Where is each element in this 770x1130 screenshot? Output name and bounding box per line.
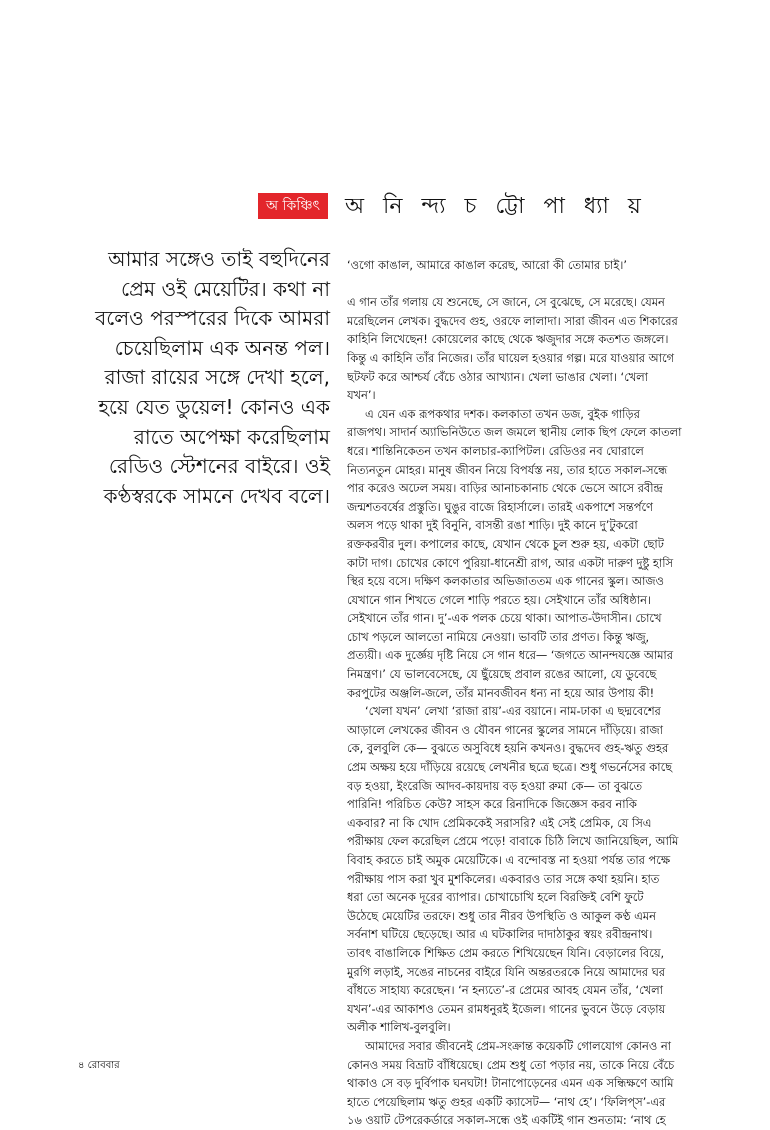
article-body	[347, 256, 712, 1130]
body-line: এ গান তাঁর গলায় যে শুনেছে, সে জানে, সে বুঝেছে, সে মরেছে। যেমন	[347, 295, 665, 310]
body-line: ধরা তো অনেক দূরের ব্যাপার। চোখাচোখি হলে বিরক্তিই বেশি ফুটে	[347, 890, 644, 905]
body-line: আড়ালে লেখকের জীবন ও যৌবন গানের স্কুলের সামনে দাঁড়িয়ে। রাজা	[347, 722, 663, 737]
epigraph: ‘ওগো কাঙাল, আমারে কাঙাল করেছ, আরো কী তোমার চাই।’	[347, 258, 627, 272]
body-line: পরীক্ষায় ফেল করেছিল প্রেমে পড়ে! বাবাকে চিঠি লিখে জানিয়েছিল, আমি	[347, 834, 679, 849]
page-folio: ৪ রোববার	[78, 1060, 120, 1071]
body-line: সেইখানে তাঁর গান। দু’-এক পলক চেয়ে থাকা। আপাত-উদাসীন। চোখে	[347, 611, 662, 626]
body-line: মরেছিলেন লেখক। বুদ্ধদেব গুহ, ওরফে লালাদা। সারা জীবন এত শিকারের	[347, 313, 678, 328]
body-line: আমাদের সবার জীবনেই প্রেম-সংক্রান্ত কয়েকটি গোলযোগ কোনও না	[365, 1038, 671, 1053]
body-line: অলস পড়ে থাকা দুই বিনুনি, বাসন্তী রঙা শাড়ি। দুই কানে দু’টুকরো	[347, 518, 638, 533]
body-line: সর্বনাশ ঘটিয়ে ছেড়েছে। আর এ ঘটকালির দাদাঠাকুর স্বয়ং রবীন্দ্রনাথ।	[347, 927, 653, 942]
pull-quote-line: হয়ে যেত ডুয়েল! কোনও এক	[98, 394, 330, 419]
body-line: উঠেছে মেয়েটির তরফে। শুধু তার নীরব উপস্থিতি ও আকুল কণ্ঠ এমন	[347, 908, 656, 923]
body-line: কিন্তু এ কাহিনি তাঁর নিজের। তাঁর ঘায়েল হওয়ার গল্প। মরে যাওয়ার আগে	[347, 350, 674, 365]
body-line: কাটা দাগ। চোখের কোণে পুরিয়া-ধানেশ্রী রাগ, আর একটা দারুণ দুষ্টু হাসি	[347, 555, 674, 570]
body-line: বিবাহ করতে চাই অমুক মেয়েটিকে। এ বন্দোবস্ত না হওয়া পর্যন্ত তার পক্ষে	[347, 853, 671, 867]
body-line: নিমন্ত্রণ।’ যে ভালবেসেছে, যে ছুঁয়েছে প্রবাল রঙের আলো, যে ডুবেছে	[347, 667, 657, 682]
body-line: করপুটের অঞ্জলি-জলে, তাঁর মানবজীবন ধন্য না হয়ে আর উপায় কী!	[347, 685, 655, 700]
pull-quote	[30, 245, 330, 511]
body-line: যখন’।	[347, 388, 376, 403]
body-line: চোখ পড়লে আলতো নামিয়ে নেওয়া। ভাবটি তার প্রণত। কিন্তু ঋজু,	[347, 629, 650, 644]
body-line: কে, বুলবুলি কে— বুঝতে অসুবিধে হয়নি কখনও। বুদ্ধদেব গুহ-ঋতু গুহর	[347, 741, 669, 756]
body-line: হাতে পেয়েছিলাম ঋতু গুহর একটি ক্যাসেট— ‘নাথ হে’। ‘ফিলিপ্‌স’-এর	[347, 1094, 666, 1109]
body-line: থাকাও সে বড় দুর্বিপাক ঘনঘটা! টানাপোড়েনের এমন এক সন্ধিক্ষণে আমি	[347, 1076, 674, 1091]
body-line: রাজপথ। সাদার্ন অ্যাভিনিউতে জল জমলে স্থানীয় লোক ছিপ ফেলে কাতলা	[347, 425, 682, 440]
body-line: মুরগি লড়াই, সঙের নাচনের বাইরে যিনি অন্তরতরকে নিয়ে আমাদের ঘর	[347, 964, 665, 979]
body-line: যখন’-এর আকাশও তেমন রামধনুরই ইজেল। গানের ভুবনে উড়ে বেড়ায়	[347, 1001, 666, 1016]
author-byline: অ নি ন্দ্য চ ট্টো পা ধ্যা য়	[345, 194, 647, 219]
body-line: নিত্যনতুন মোহর। মানুষ জীবন নিয়ে বিপর্যস্ত নয়, তার হাতে সকাল-সন্ধে	[347, 462, 668, 477]
body-line: তাবৎ বাঙালিকে শিক্ষিত প্রেম করতে শিখিয়েছেন যিনি। বেড়ালের বিয়ে,	[347, 945, 665, 960]
body-line: পার করেও অঢেল সময়। বাড়ির আনাচকানাচ থেকে ভেসে আসে রবীন্দ্র	[347, 481, 663, 496]
pull-quote-line: রাতে অপেক্ষা করেছিলাম	[133, 424, 330, 449]
body-line: কোনও সময় বিভ্রাট বাঁধিয়েছে। প্রেম শুধু তো পড়ার নয়, তাকে নিয়ে বেঁচে	[347, 1057, 675, 1072]
body-line: পরীক্ষায় পাস করা খুব মুশকিলের। একবারও তার সঙ্গে কথা হয়নি। হাত	[347, 871, 660, 886]
pull-quote-line: বলেও পরস্পরের দিকে আমরা	[95, 306, 330, 331]
body-line: প্রত্যয়ী। এক দুর্জ্ঞেয় দৃষ্টি নিয়ে সে গান ধরে— ‘জগতে আনন্দযজ্ঞে আমার	[347, 648, 674, 663]
section-badge: অ কিঞ্চিৎ	[258, 193, 328, 219]
spacer	[347, 275, 712, 294]
body-line: একবার? না কি খোদ প্রেমিককেই সরাসরি? এই সেই প্রেমিক, যে সিএ	[347, 815, 652, 830]
pull-quote-line: আমার সঙ্গেও তাই বহুদিনের	[108, 247, 330, 271]
body-line: ছটফট করে আশ্চর্য বেঁচে ওঠার আখ্যান। খেলা ভাঙার খেলা। ‘খেলা	[347, 369, 648, 384]
body-line: যেখানে গান শিখতে গেলে শাড়ি পরতে হয়। সেইখানে তাঁর অধিষ্ঠান।	[347, 592, 652, 607]
pull-quote-line: রেডিও স্টেশনের বাইরে। ওই	[108, 454, 330, 479]
body-line: কাহিনি লিখেছেন! কোয়েলের কাছে থেকে ঋজুদার সঙ্গে কতশত জঙ্গলে।	[347, 332, 669, 347]
body-line: ‘খেলা যখন’ লেখা ‘রাজা রায়’-এর বয়ানে। নাম-ঢাকা এ ছদ্মবেশের	[365, 704, 661, 719]
pull-quote-line: চেয়েছিলাম এক অনন্ত পল।	[114, 335, 330, 360]
body-line: বড় হওয়া, ইংরেজি আদব-কায়দায় বড় হওয়া রুমা কে— তা বুঝতে	[347, 778, 643, 793]
pull-quote-line: রাজা রায়ের সঙ্গে দেখা হলে,	[104, 365, 330, 390]
body-line: অলীক শালিখ-বুলবুলি।	[347, 1020, 451, 1035]
body-line: স্থির হয়ে বসে। দক্ষিণ কলকাতার অভিজাততম এক গানের স্কুল। আজও	[347, 574, 664, 589]
body-line: পারিনি! পরিচিত কেউ? সাহস করে রিনাদিকে জিজ্ঞেস করব নাকি	[347, 797, 637, 812]
pull-quote-line: কণ্ঠস্বরকে সামনে দেখব বলে।	[103, 483, 330, 508]
body-line: এ যেন এক রূপকথার দশক। কলকাতা তখন ডজ, বুইক গাড়ির	[365, 406, 640, 421]
body-line: রক্তকরবীর দুল। কপালের কাছে, যেখান থেকে চুল শুরু হয়, একটা ছোট	[347, 536, 664, 551]
body-line: বাঁধতে সাহায্য করেছেন। ‘ন হন্যতে’-র প্রেমের আবহ যেমন তাঁর, ‘খেলা	[347, 983, 663, 998]
body-line: ধরে। শান্তিনিকেতন তখন কালচার-ক্যাপিটল। রেডিওর নব ঘোরালে	[347, 443, 644, 458]
pull-quote-line: প্রেম ওই মেয়েটির। কথা না	[121, 276, 330, 301]
body-line: প্রেম অক্ষয় হয়ে দাঁড়িয়ে রয়েছে লেখনীর ছত্রে ছত্রে। শুধু গভর্নেসের কাছে	[347, 760, 673, 775]
body-line: জন্মশতবর্ষের প্রস্তুতি। ঘুঙুর বাজে রিহার্সালে। তারই একপাশে সন্তর্পণে	[347, 499, 653, 514]
body-line: ১৬ ওয়াট টেপরেকর্ডারে সকাল-সন্ধে ওই একটিই গান শুনতাম: ‘নাথ হে	[347, 1113, 666, 1128]
